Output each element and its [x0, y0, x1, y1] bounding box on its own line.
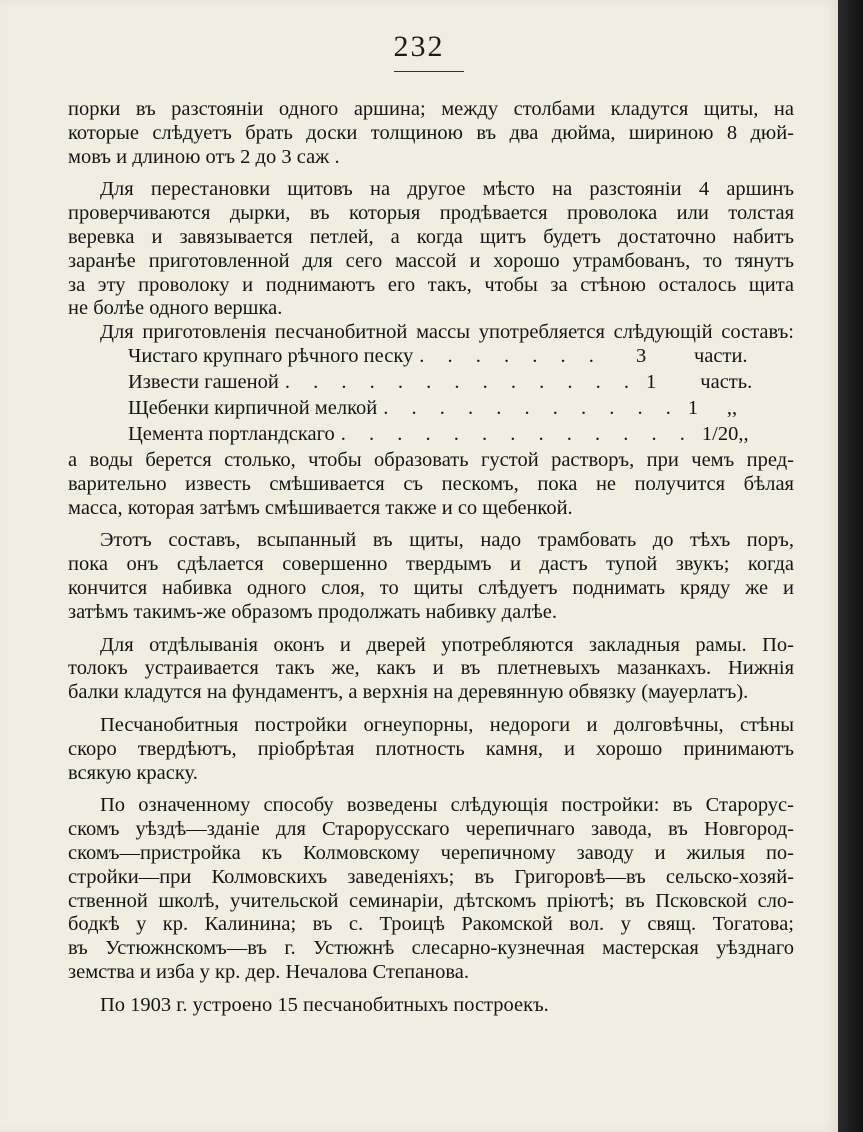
text-line: стройки—при Колмовскихъ заведеніяхъ; въ Григоровѣ—въ сельско-хозяй- — [68, 865, 794, 888]
text-line: ственной школѣ, учительской семинаріи, дѣтскомъ пріютѣ; въ Псковской сло- — [68, 889, 794, 912]
text-line: скомъ—пристройка къ Колмовскому черепичному заводу и жилыя по- — [68, 841, 794, 864]
text-line: Этотъ составъ, всыпанный въ щиты, надо трамбовать до тѣхъ поръ, — [100, 529, 794, 552]
text-line: По означенному способу возведены слѣдующія постройки: въ Старорус- — [100, 794, 794, 817]
ingredient-qty: 1 — [645, 370, 657, 393]
ingredient-unit: часть. — [700, 370, 753, 393]
text-line: бодкѣ у кр. Калинина; въ с. Троицѣ Ракомской вол. у свящ. Тогатова; — [68, 913, 794, 936]
text-line: Для приготовленія песчанобитной массы употребляется слѣдующій составъ: — [100, 321, 794, 344]
header-rule — [394, 71, 464, 72]
ingredient-unit: ,, — [726, 396, 738, 419]
text-line: варительно известь смѣшивается съ пескомъ, пока не получится бѣлая — [68, 472, 794, 495]
text-line: Для перестановки щитовъ на другое мѣсто на разстояніи 4 аршинъ — [100, 178, 794, 201]
text-line: всякую краску. — [68, 761, 198, 784]
page-number: 232 — [393, 30, 445, 63]
ingredient-qty: 1 — [687, 396, 699, 419]
leader-dots: . . . . . . . . . . . . . — [284, 370, 638, 393]
paragraph-5 — [68, 634, 794, 705]
text-line: въ Устюжнскомъ—въ г. Устюжнѣ слесарно-кузнечная мастерская уѣзднаго — [68, 937, 794, 960]
text-line: проверчиваются дырки, въ которыя продѣвается проволока или толстая — [68, 202, 794, 225]
text-line: затѣмъ такимъ-же образомъ продолжать набивку далѣе. — [68, 600, 557, 623]
text-line: веревка и завязывается петлей, а когда щитъ будетъ достаточно набитъ — [68, 225, 794, 248]
ingredient-qty: 3 — [636, 344, 647, 367]
paragraph-1 — [68, 98, 794, 169]
paragraph-7 — [68, 794, 794, 984]
text-line: порки въ разстояніи одного аршина; между столбами кладутся щиты, на — [68, 98, 794, 120]
recipe-row — [128, 423, 794, 449]
text-line: масса, которая затѣмъ смѣшивается также и со щебенкой. — [68, 496, 573, 519]
text-line: а воды берется столько, чтобы образовать густой растворъ, при чемъ пред- — [68, 448, 794, 471]
text-line: пока онъ сдѣлается совершенно твердымъ и дастъ тупой звукъ; когда — [68, 553, 794, 576]
page-edge-shadow — [838, 0, 863, 1132]
text-line: Песчанобитныя постройки огнеупорны, недороги и долговѣчны, стѣны — [100, 713, 794, 736]
recipe-row — [128, 397, 794, 423]
ingredient-name: Извести гашеной — [128, 370, 279, 393]
text-line: которые слѣдуетъ брать доски толщиною въ два дюйма, шириною 8 дюй- — [68, 121, 794, 144]
body-text — [68, 98, 794, 1018]
ingredient-name: Чистаго крупнаго рѣчного песку — [128, 344, 414, 367]
recipe-row — [128, 345, 794, 371]
text-line: мовъ и длиною отъ 2 до 3 саж . — [68, 145, 340, 168]
leader-dots: . . . . . . . . . . . . . — [340, 422, 694, 445]
paragraph-3-continued — [68, 449, 794, 520]
leader-dots: . . . . . . . . . . . — [383, 396, 680, 419]
text-line: не болѣе одного вершка. — [68, 297, 283, 320]
paragraph-2 — [68, 178, 794, 321]
ingredient-unit: части. — [694, 344, 748, 367]
paragraph-8 — [68, 994, 794, 1018]
text-line: за эту проволоку и поднимаютъ его такъ, чтобы за стѣною осталось щита — [68, 273, 794, 296]
paragraph-4 — [68, 529, 794, 624]
ingredient-name: Цемента портландскаго — [128, 422, 335, 445]
text-line: скоро твердѣютъ, пріобрѣтая плотность камня, и хорошо принимаютъ — [68, 737, 794, 760]
ingredient-qty: 1/20 — [701, 422, 739, 445]
paragraph-6 — [68, 714, 794, 785]
recipe-row — [128, 371, 794, 397]
text-line: скомъ уѣздѣ—зданіе для Старорусскаго черепичнаго завода, въ Новгород- — [68, 818, 794, 841]
text-line: заранѣе приготовленной для сего массой и хорошо утрамбованъ, то тянутъ — [68, 249, 794, 272]
text-line: По 1903 г. устроено 15 песчанобитныхъ построекъ. — [100, 993, 549, 1016]
text-line: толокъ устраивается такъ же, какъ и въ плетневыхъ мазанкахъ. Нижнія — [68, 657, 794, 680]
ingredient-name: Щебенки кирпичной мелкой — [128, 396, 378, 419]
leader-dots: . . . . . . . — [419, 344, 603, 367]
text-line: земства и изба у кр. дер. Нечалова Степанова. — [68, 960, 470, 983]
ingredient-unit: ,, — [738, 422, 749, 445]
recipe-list — [68, 345, 794, 449]
text-line: Для отдѣлыванія оконъ и дверей употребляются закладныя рамы. По- — [100, 633, 794, 656]
text-line: балки кладутся на фундаментъ, а верхнія на деревянную обвязку (мауерлатъ). — [68, 681, 749, 704]
text-line: кончится набивка одного слоя, то щиты слѣдуетъ поднимать кряду же и — [68, 576, 794, 599]
paragraph-3 — [68, 321, 794, 345]
